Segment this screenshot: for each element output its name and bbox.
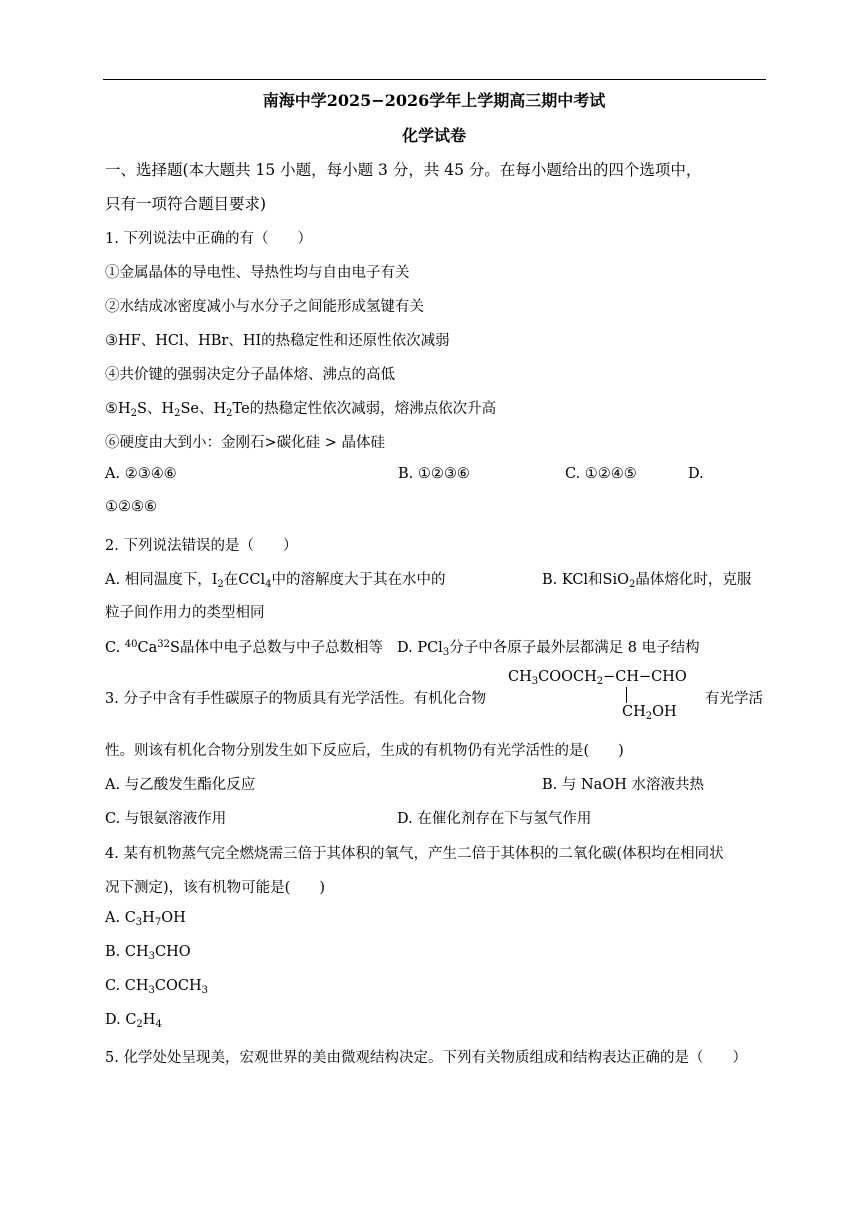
q1-statement-1: ①金属晶体的导电性、导热性均与自由电子有关 bbox=[105, 265, 410, 281]
formula-main-chain: $CH_3COOCH_2-CH-CHO$ bbox=[508, 669, 687, 687]
q2-option-b[interactable]: B. KCl和SiO$_2$晶体熔化时，克服 bbox=[542, 572, 752, 590]
q1-stem: 1. 下列说法中正确的有（ ） bbox=[105, 231, 312, 247]
q4-stem-cont: 况下测定)，该有机物可能是( ) bbox=[105, 880, 325, 896]
q1-option-b[interactable]: B. ①②③⑥ bbox=[398, 466, 470, 482]
q3-stem-tail: 有光学活 bbox=[705, 691, 763, 707]
exam-title: 南海中学2025−2026学年上学期高三期中考试 bbox=[262, 91, 606, 110]
header-rule bbox=[103, 79, 766, 80]
q1-statement-6: ⑥硬度由大到小：金刚石>碳化硅 > 晶体硅 bbox=[105, 435, 386, 451]
q3-option-b[interactable]: B. 与 NaOH 水溶液共热 bbox=[542, 777, 704, 793]
q2-option-b-cont: 粒子间作用力的类型相同 bbox=[105, 605, 265, 621]
q1-statement-4: ④共价键的强弱决定分子晶体熔、沸点的高低 bbox=[105, 367, 395, 383]
q4-option-d[interactable]: D. $C_2H_4$ bbox=[105, 1012, 162, 1030]
formula-branch-bond bbox=[626, 687, 627, 703]
exam-subtitle: 化学试卷 bbox=[401, 126, 466, 145]
q2-option-c[interactable]: C. $^{40}$Ca$^{32}$S晶体中电子总数与中子总数相等 bbox=[105, 639, 383, 656]
q3-stem: 3. 分子中含有手性碳原子的物质具有光学活性。有机化合物 bbox=[105, 691, 486, 707]
section-heading-line1: 一、选择题(本大题共 15 小题，每小题 3 分，共 45 分。在每小题给出的四个选项中， bbox=[105, 161, 702, 179]
q3-stem-cont: 性。则该有机化合物分别发生如下反应后，生成的有机物仍有光学活性的是( ) bbox=[105, 743, 624, 759]
q3-option-c[interactable]: C. 与银氨溶液作用 bbox=[105, 811, 227, 827]
q1-option-c[interactable]: C. ①②④⑤ bbox=[565, 466, 637, 482]
q4-stem: 4. 某有机物蒸气完全燃烧需三倍于其体积的氧气，产生二倍于其体积的二氧化碳(体积均在相同状 bbox=[105, 846, 724, 862]
q4-option-b[interactable]: B. $CH_3CHO$ bbox=[105, 944, 191, 962]
q3-option-a[interactable]: A. 与乙酸发生酯化反应 bbox=[105, 777, 256, 793]
q1-statement-2: ②水结成冰密度减小与水分子之间能形成氢键有关 bbox=[105, 299, 424, 315]
q4-option-a[interactable]: A. $C_3H_7OH$ bbox=[105, 910, 186, 928]
q2-option-d[interactable]: D. PCl$_3$分子中各原子最外层都满足 8 电子结构 bbox=[397, 640, 700, 658]
q3-structural-formula bbox=[508, 666, 708, 726]
q1-statement-3: ③HF、HCl、HBr、HI的热稳定性和还原性依次减弱 bbox=[105, 333, 450, 349]
q3-option-d[interactable]: D. 在催化剂存在下与氢气作用 bbox=[397, 811, 592, 827]
q5-stem: 5. 化学处处呈现美，宏观世界的美由微观结构决定。下列有关物质组成和结构表达正确的是（ ） bbox=[105, 1050, 747, 1066]
q4-option-c[interactable]: C. $CH_3COCH_3$ bbox=[105, 978, 209, 996]
q1-statement-5: $⑤H_2S$、$H_2Se$、$H_2Te$的热稳定性依次减弱，熔沸点依次升高 bbox=[105, 401, 497, 419]
section-heading-line2: 只有一项符合题目要求) bbox=[105, 195, 267, 213]
q2-option-a[interactable]: A. 相同温度下，$I_2$在CCl$_4$中的溶解度大于其在水中的 bbox=[105, 572, 446, 590]
formula-branch: $CH_2OH$ bbox=[622, 704, 677, 722]
q1-option-a[interactable]: A. ②③④⑥ bbox=[105, 466, 177, 482]
q2-stem: 2. 下列说法错误的是（ ） bbox=[105, 538, 298, 554]
q1-option-d-value: ①②⑤⑥ bbox=[105, 499, 157, 515]
q1-option-d[interactable]: D. bbox=[688, 466, 704, 482]
